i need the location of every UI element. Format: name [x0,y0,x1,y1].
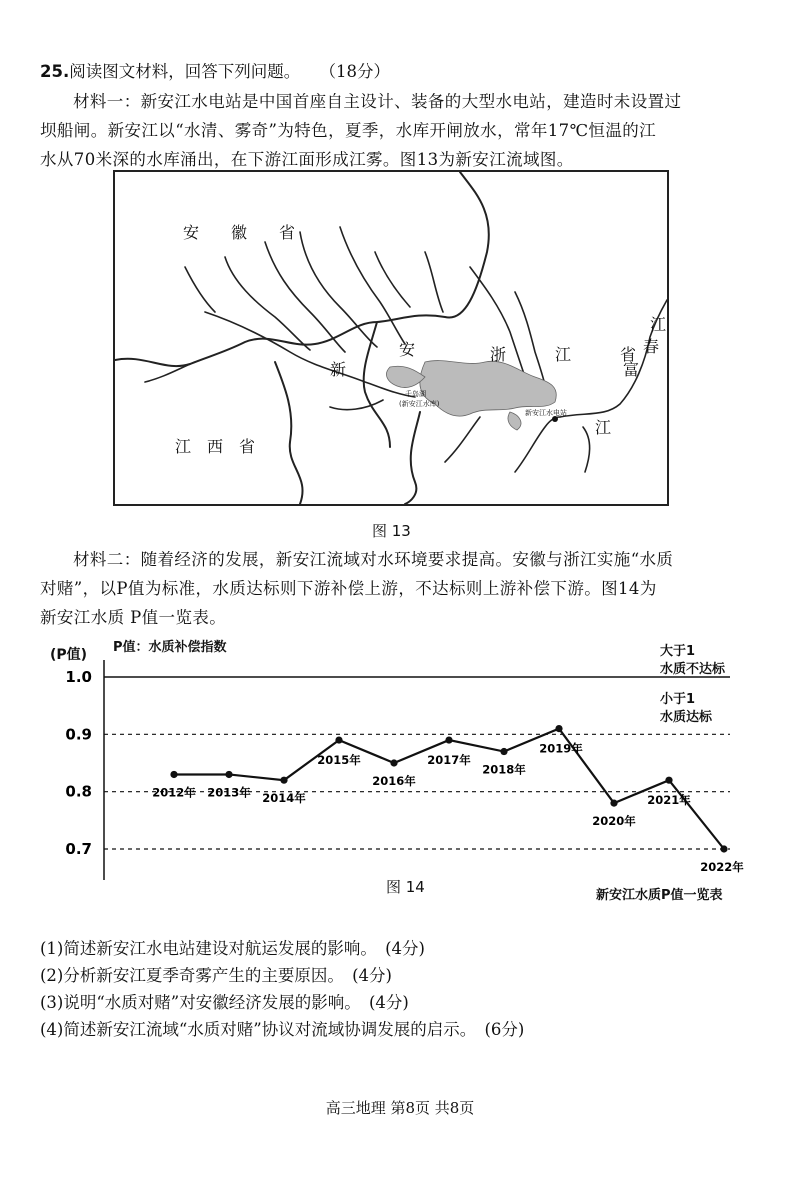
y-tick-label: 1.0 [65,668,92,686]
label-anhui: 安 徽 省 [183,223,296,242]
material-two-line: 新安江水质 P值一览表。 [40,608,227,627]
label-an: 安 [399,340,416,359]
data-point [720,845,727,852]
x-tick-label: 2014年 [262,791,306,806]
data-point [445,736,452,743]
x-tick-label: 2013年 [207,785,251,800]
province-boundary [275,362,303,504]
tributary [445,417,480,462]
x-tick-label: 2020年 [592,814,636,829]
annotation-below-2: 水质达标 [660,710,713,725]
label-chun: 春 [643,337,660,356]
x-tick-label: 2017年 [427,753,471,768]
material-one [40,87,762,174]
data-point [335,736,342,743]
material-one-line: 水从70米深的水库涌出，在下游江面形成江雾。图13为新安江流域图。 [40,150,574,169]
tributary [225,257,310,350]
tributary [265,242,345,352]
annotation-above-2: 水质不达标 [660,662,726,677]
page-footer: 高三地理 第8页 共8页 [325,1099,475,1117]
label-jiang-right-top: 江 [650,315,667,334]
x-tick-label: 2019年 [539,741,583,756]
label-dam: 新安江水电站 [525,409,567,417]
label-xin: 新 [330,360,347,379]
sub-question: (4)简述新安江流域“水质对赌”协议对流域协调发展的启示。 (6分) [40,1020,525,1039]
annotation-above-1: 大于1 [660,644,696,659]
material-two-line: 对赌”，以P值为标准，水质达标则下游补偿上游，不达标则上游补偿下游。图14为 [40,579,657,598]
tributary [185,267,215,312]
label-sheng: 省 [620,345,637,364]
chart-subtitle: P值：水质补偿指数 [113,640,227,655]
data-point [225,771,232,778]
series-line [174,729,724,849]
figure-14-caption: 图 14 [386,878,425,896]
data-point [610,800,617,807]
material-two-line: 材料二：随着经济的发展，新安江流域对水环境要求提高。安徽与浙江实施“水质 [73,550,674,569]
label-jiang: 江 [555,345,572,364]
material-one-line: 坝船闸。新安江以“水清、雾奇”为特色，夏季，水库开闸放水，常年17℃恒温的江 [40,121,657,140]
data-point [170,771,177,778]
chart-title: 新安江水质P值一览表 [596,888,723,903]
data-point [500,748,507,755]
label-fu: 富 [623,360,640,379]
y-tick-label: 0.7 [65,840,92,858]
material-two [40,545,762,632]
label-zhe: 浙 [490,345,507,364]
tributary [330,400,383,410]
tributary [425,252,443,312]
tributary [300,232,377,347]
province-boundary [405,412,420,504]
data-point [555,725,562,732]
sub-question: (2)分析新安江夏季奇雾产生的主要原因。 (4分) [40,966,392,985]
province-boundary [364,322,390,447]
label-jiangxi: 江 西 省 [175,437,256,456]
tributary [375,252,410,307]
x-tick-label: 2021年 [647,793,691,808]
tributary [583,427,590,472]
question-number: 25. [40,62,70,81]
x-tick-label: 2018年 [482,762,526,777]
x-tick-label: 2012年 [152,785,196,800]
sub-question: (3)说明“水质对赌”对安徽经济发展的影响。 (4分) [40,993,409,1012]
chart-ylabel: (P值) [50,647,88,663]
data-point [390,759,397,766]
label-lake-alt: (新安江水库) [399,400,440,408]
question-score: （18分） [319,62,390,81]
annotation-below-1: 小于1 [660,692,696,707]
sub-question: (1)简述新安江水电站建设对航运发展的影响。 (4分) [40,939,425,958]
tributary [515,417,560,472]
question-header [40,58,390,82]
tributary [340,227,405,344]
question-prompt: 阅读图文材料，回答下列问题。 [69,62,301,81]
x-tick-label: 2022年 [700,860,744,874]
xinanjiang-basin-map [113,170,669,506]
material-one-line: 材料一：新安江水电站是中国首座自主设计、装备的大型水电站，建造时未设置过 [73,92,682,111]
label-lake-name: 千岛湖 [405,390,426,398]
y-tick-label: 0.9 [65,725,92,744]
x-tick-label: 2015年 [317,753,361,768]
x-tick-label: 2016年 [372,774,416,788]
xinanjiang-river [205,312,415,397]
province-boundary [115,172,489,366]
label-jiang-right-bottom: 江 [595,418,612,437]
figure-13-caption: 图 13 [372,522,411,540]
data-point [280,777,287,784]
y-tick-label: 0.8 [65,782,92,801]
sub-questions [40,935,524,1043]
data-point [665,777,672,784]
